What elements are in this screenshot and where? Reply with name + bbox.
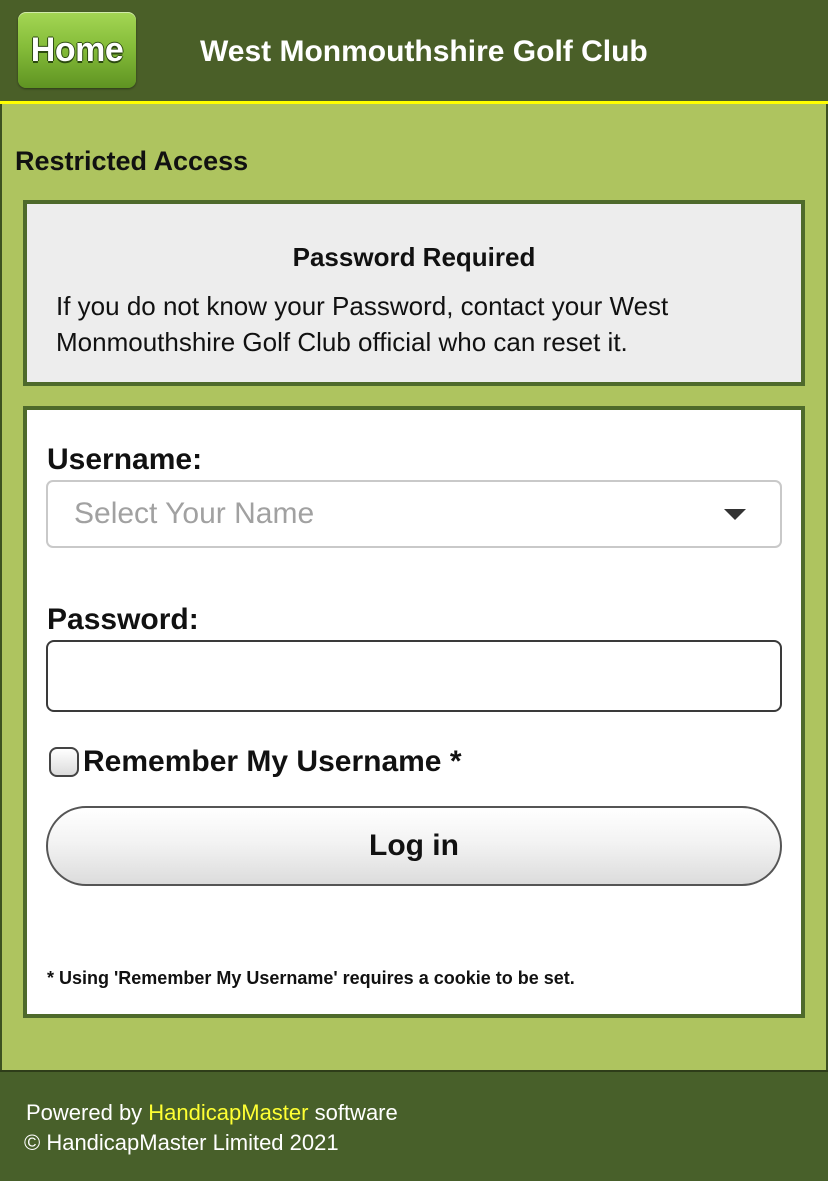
remember-username-row[interactable] <box>49 740 462 784</box>
header-bar <box>0 0 828 104</box>
caret-down-icon <box>724 509 746 520</box>
notice-heading: Password Required <box>292 242 536 272</box>
login-button[interactable]: Log in <box>46 806 782 886</box>
powered-by-line <box>26 1098 398 1128</box>
password-label: Password: <box>47 603 199 636</box>
copyright-text: © HandicapMaster Limited 2021 <box>24 1130 339 1155</box>
site-title: West Monmouthshire Golf Club <box>200 35 648 68</box>
footer <box>0 1070 828 1181</box>
handicapmaster-link[interactable]: HandicapMaster <box>148 1100 309 1125</box>
password-notice-box <box>23 200 805 386</box>
home-button[interactable]: Home <box>18 12 136 88</box>
powered-by-suffix: software <box>308 1100 398 1125</box>
remember-username-checkbox[interactable] <box>49 747 79 777</box>
username-select[interactable] <box>46 480 782 548</box>
page-title: Restricted Access <box>15 146 249 176</box>
remember-username-label[interactable]: Remember My Username * <box>83 745 462 778</box>
username-label: Username: <box>47 443 203 476</box>
notice-text: If you do not know your Password, contact your West Monmouthshire Golf Club official who can reset it. <box>56 291 669 357</box>
username-select-placeholder: Select Your Name <box>74 497 315 530</box>
cookie-note: * Using 'Remember My Username' requires a cookie to be set. <box>47 968 575 988</box>
powered-by-prefix: Powered by <box>26 1100 149 1125</box>
login-form <box>23 406 805 1018</box>
password-field[interactable] <box>46 640 782 712</box>
